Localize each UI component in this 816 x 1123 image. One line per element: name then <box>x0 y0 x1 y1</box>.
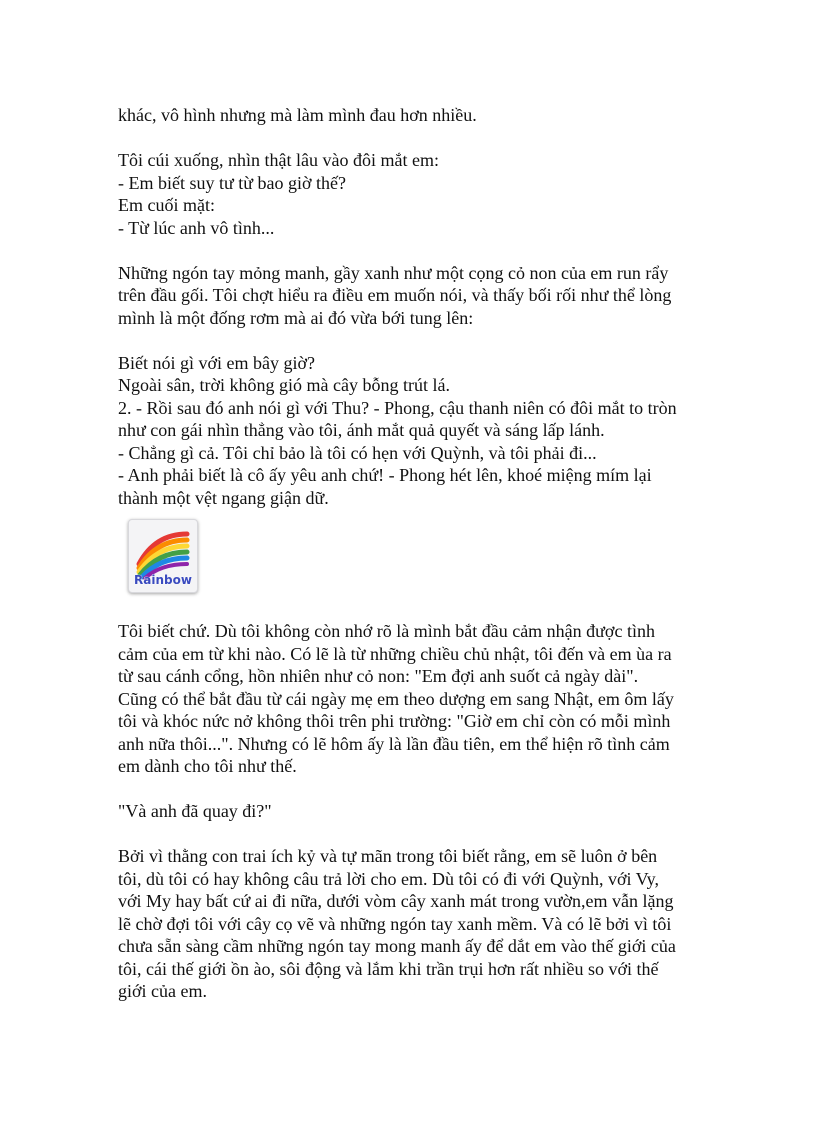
paragraph-gap <box>118 778 708 801</box>
text-line: từ sau cánh cổng, hồn nhiên như cỏ non: "Em đợi anh suốt cả ngày dài". <box>118 666 639 686</box>
text-line: anh nữa thôi...". Nhưng có lẽ hôm ấy là lần đầu tiên, em thể hiện rõ tình cảm <box>118 733 670 754</box>
text-line: như con gái nhìn thẳng vào tôi, ánh mắt quả quyết và sáng lấp lánh. <box>118 420 605 440</box>
text-line: cảm của em từ khi nào. Có lẽ là từ những chiều chủ nhật, tôi đến và em ùa ra <box>118 643 672 664</box>
paragraph-3 <box>118 262 708 330</box>
paragraph-gap <box>118 127 708 150</box>
text-line: - Chẳng gì cả. Tôi chỉ bảo là tôi có hẹn với Quỳnh, và tôi phải đi... <box>118 442 597 463</box>
text-line: 2. - Rồi sau đó anh nói gì với Thu? - Phong, cậu thanh niên có đôi mắt to tròn <box>118 397 677 418</box>
text-line: thành một vệt ngang giận dữ. <box>118 487 329 508</box>
text-line: với My hay bất cứ ai đi nữa, dưới vòm cây xanh mát trong vườn,em vẫn lặng <box>118 891 674 911</box>
text-line: - Em biết suy tư từ bao giờ thế? <box>118 172 346 193</box>
text-line: Những ngón tay mỏng manh, gầy xanh như một cọng cỏ non của em run rẩy <box>118 262 669 283</box>
paragraph-4 <box>118 352 708 510</box>
text-line: trên đầu gối. Tôi chợt hiểu ra điều em muốn nói, và thấy bối rối như thể lòng <box>118 285 672 305</box>
paragraph-7 <box>118 845 708 1003</box>
rainbow-logo-text: Rainbow <box>134 573 192 587</box>
paragraph-gap <box>118 823 708 846</box>
text-line: khác, vô hình nhưng mà làm mình đau hơn nhiều. <box>118 105 477 125</box>
text-line: Tôi biết chứ. Dù tôi không còn nhớ rõ là mình bắt đầu cảm nhận được tình <box>118 621 655 641</box>
paragraph-gap <box>118 239 708 262</box>
logo-container <box>118 509 708 620</box>
text-line: tôi và khóc nức nở không thôi trên phi trường: "Giờ em chỉ còn có mỗi mình <box>118 711 671 731</box>
text-line: - Từ lúc anh vô tình... <box>118 217 275 238</box>
document-page <box>118 104 708 1003</box>
text-line: Bởi vì thằng con trai ích kỷ và tự mãn trong tôi biết rằng, em sẽ luôn ở bên <box>118 846 658 866</box>
text-line: giới của em. <box>118 981 207 1001</box>
rainbow-brush-strokes <box>139 534 187 578</box>
paragraph-gap <box>118 329 708 352</box>
text-line: mình là một đống rơm mà ai đó vừa bới tung lên: <box>118 307 474 328</box>
paragraph-2 <box>118 149 708 239</box>
text-line: Tôi cúi xuống, nhìn thật lâu vào đôi mắt em: <box>118 150 439 170</box>
text-line: Cũng có thể bắt đầu từ cái ngày mẹ em theo dượng em sang Nhật, em ôm lấy <box>118 688 674 709</box>
text-line: Ngoài sân, trời không gió mà cây bỗng trút lá. <box>118 375 450 395</box>
text-line: tôi, dù tôi có hay không câu trả lời cho em. Dù tôi có đi với Quỳnh, với Vy, <box>118 868 659 889</box>
paragraph-6 <box>118 800 708 823</box>
text-line: "Và anh đã quay đi?" <box>118 801 272 821</box>
text-line: em dành cho tôi như thế. <box>118 756 297 776</box>
paragraph-5 <box>118 620 708 778</box>
rainbow-logo-image <box>129 520 197 592</box>
text-line: lẽ chờ đợi tôi với cây cọ vẽ và những ngón tay xanh mềm. Và có lẽ bởi vì tôi <box>118 913 672 934</box>
text-line: Em cuối mặt: <box>118 195 215 215</box>
text-line: chưa sẵn sàng cầm những ngón tay mong manh ấy để dắt em vào thế giới của <box>118 936 676 956</box>
text-line: - Anh phải biết là cô ấy yêu anh chứ! - Phong hét lên, khoé miệng mím lại <box>118 465 652 485</box>
paragraph-1 <box>118 104 708 127</box>
text-line: tôi, cái thế giới ồn ào, sôi động và lắm khi trần trụi hơn rất nhiều so với thế <box>118 958 659 979</box>
rainbow-logo <box>128 519 198 593</box>
text-line: Biết nói gì với em bây giờ? <box>118 352 316 373</box>
